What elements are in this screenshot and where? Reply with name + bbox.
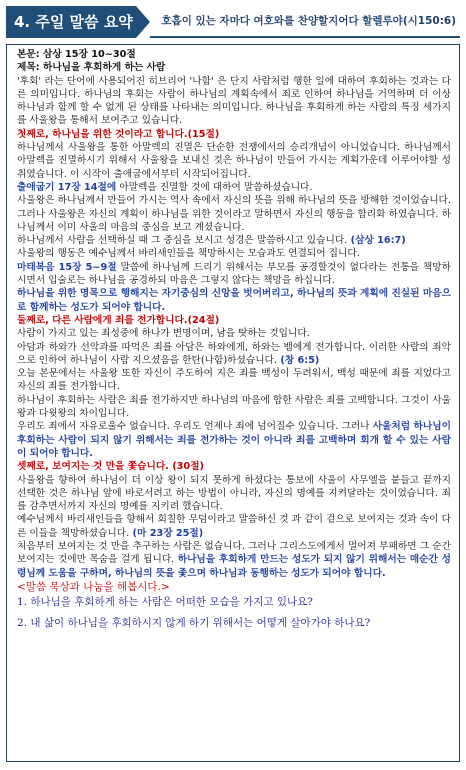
discussion-heading: <말씀 묵상과 나눔을 해봅시다.> [17,580,170,593]
point3-conclusion: 하나님을 후회하게 만드는 성도가 되지 않기 위해서는 매순간 성령님께 도움을 구하며, 하나님의 뜻을 좇으며 하나님과 동행하는 성도가 되어야 합니다. [17,554,451,579]
point1-paragraph-2: 사울왕은 하나님께서 만들어 가시는 역사 속에서 자신의 뜻을 위해 하나님의 뜻을 방해한 것이었습니다. 그러나 사울왕은 자신의 계획이 하나님을 위한 것이라고 말하면서 자신의 행동을 합리화 하였습니다. 하나님께서 이미 사울의 마음의 중심을 보고 계셨습니다. [17,195,451,233]
point2-paragraph-1: 사람이 가지고 있는 죄성중에 하나가 변명이며, 남을 탓하는 것입니다. [17,328,310,340]
point2-paragraph-2: 아담과 하와가 선악과를 따먹은 죄를 아담은 하와에게, 하와는 뱀에게 전가합니다. 이러한 사람의 죄악으로 인하여 하나님이 사람 지으셨음을 한탄(나함)하셨습니다. (창 6:5) [17,341,451,366]
point2-paragraph-4: 하나님이 후회하는 사람은 죄를 전가하지만 하나님의 마음에 합한 사람은 죄를 고백합니다. 그것이 사울왕과 다윗왕의 차이입니다. [17,394,451,420]
point1-scripture-ref: 출애굽기 17장 14절에 [17,181,117,193]
point2-paragraph-5: 우리도 죄에서 자유로울수 없습니다. 우리도 언제나 죄에 넘어질수 있습니다. 그러나 사울처럼 하나님이 후회하는 사람이 되지 않기 위해서는 죄를 전가하는 것이 아니라 죄를 고백하며 회개 할 수 있는 사람이 되어야 합니다. [17,421,451,459]
sermon-title: 제목: 하나님을 후회하게 하는 사람 [17,62,166,74]
title-arrow-shape [136,6,150,38]
point1-paragraph-3: 하나님께서 사람을 선택하실 때 그 중심을 보시고 성경은 말씀하시고 있습니다. (삼상 16:7) [17,235,406,247]
point1-p3-ref: (삼상 16:7) [347,235,406,247]
discussion-question-1: 1. 하나님을 후회하게 하는 사람은 어떠한 모습을 가지고 있나요? [17,595,313,608]
sermon-summary-box [6,44,460,762]
point1-paragraph-5: 마태복음 15장 5~9절 말씀에 하나님께 드리기 위해서는 부모를 공경할것이 없다라는 전통을 책망하시면서 입술로는 하나님을 공경하되 마음은 그렇지 않다는 책망을 하십니다. [17,261,452,287]
point3-p2-ref: (마 23장 25절) [129,527,204,539]
point1-paragraph-ref: 출애굽기 17장 14절에 아말렉을 진멸할 것에 대하여 말씀하셨습니다. [17,181,313,193]
sermon-intro: '후회' 라는 단어에 사용되어진 히브리어 '나함' 은 단지 사람처럼 행한 일에 대하여 후회하는 것과는 다른 의미입니다. 하나님의 후회는 사람이 하나님의 계획속에서 죄로 인하여 하나님을 거역하며 더 이상 하나님과 함께 할 수 없게 된 상태를 나타내는 의미입니다. 하나님을 후회하게 하는 사람의 특징 세가지를 사울왕을 통해서 보여주고 있습니다. [17,75,451,127]
point3-paragraph-3: 처음부터 보여지는 것 만을 추구하는 사람은 없습니다. 그러나 그리스도에게서 멀어져 부패하면 그 순간 보여지는 것에만 목숨을 걸게 됩니다. 하나님을 후회하게 만드는 성도가 되지 않기 위해서는 매순간 성령님께 도움을 구하며, 하나님의 뜻을 좇으며 하나님과 동행하는 성도가 되어야 합니다. [17,540,451,579]
point3-heading: 셋째로, 보여지는 것 만을 쫓습니다. (30절) [17,461,204,473]
point1-paragraph-4: 사울왕의 행동은 예수님께서 바리새인들을 책망하시는 모습과도 연결되어 집니다. [17,248,360,260]
point1-conclusion: 하나님을 위한 명목으로 행해지는 자기중심의 신앙을 벗어버리고, 하나님의 뜻과 계획에 진실된 마음으로 함께하는 성도가 되어야 합니다. [17,288,451,313]
sermon-text-ref: 본문: 삼상 15장 10~30절 [17,49,136,60]
point3-paragraph-1: 사울왕을 향하여 하나님이 더 이상 왕이 되지 못하게 하셨다는 통보에 사울이 사무엘을 붙들고 끝까지 선택한 것은 하나님 앞에 바로서려고 하는 방법이 아니라, 자신의 명예를 지켜달라는 것이었습니다. 죄를 감추면서까지 자신의 명예를 지키려 했습니다. [17,474,451,513]
section-title: 4. 주일 말씀 요약 [6,6,136,38]
point2-heading: 둘째로, 다른 사람에게 죄를 전가합니다.(24절) [17,314,220,326]
discussion-question-2: 2. 내 삶이 하나님을 후회하시지 않게 하기 위해서는 어떻게 살아가야 하나요? [17,616,371,629]
point2-conclusion: 사울처럼 하나님이 후회하는 사람이 되지 않기 위해서는 죄를 전가하는 것이 아니라 죄를 고백하며 회개 할 수 있는 사람이 되어야 합니다. [17,421,451,459]
point1-paragraph-1: 하나님께서 사울왕을 통한 아말렉의 진멸은 단순한 전쟁에서의 승리개념이 아니었습니다. 하나님께서 아말렉을 진멸하시기 위해서 사울왕을 보내신 것은 하나님이 만들어 가시는 계획가운데 이루어야할 성취였습니다. 이 시작이 출애굽에서부터 시작되어집니다. [17,142,451,180]
point1-heading: 첫째로, 하나님을 위한 것이라고 합니다.(15절) [17,128,220,140]
header-verse: 호흡이 있는 자마다 여호와를 찬양할지어다 할렐루야(시150:6) [150,6,460,38]
point2-p2-ref: (창 6:5) [277,354,320,366]
point2-paragraph-3: 오늘 본문에서는 사울왕 또한 자신이 주도하여 지은 죄를 백성이 두려워서, 백성 때문에 죄를 지었다고 자신의 죄를 전가합니다. [17,368,451,393]
point1-p5-ref: 마태복음 15장 5~9절 [17,261,117,273]
point3-paragraph-2: 예수님께서 바리새인들을 향해서 회칠한 무덤이라고 말씀하신 것 과 같이 겉으로 보여지는 것과 속이 다른 이들을 책망하셨습니다. (마 23장 25절) [17,514,451,539]
section-header [6,6,460,38]
